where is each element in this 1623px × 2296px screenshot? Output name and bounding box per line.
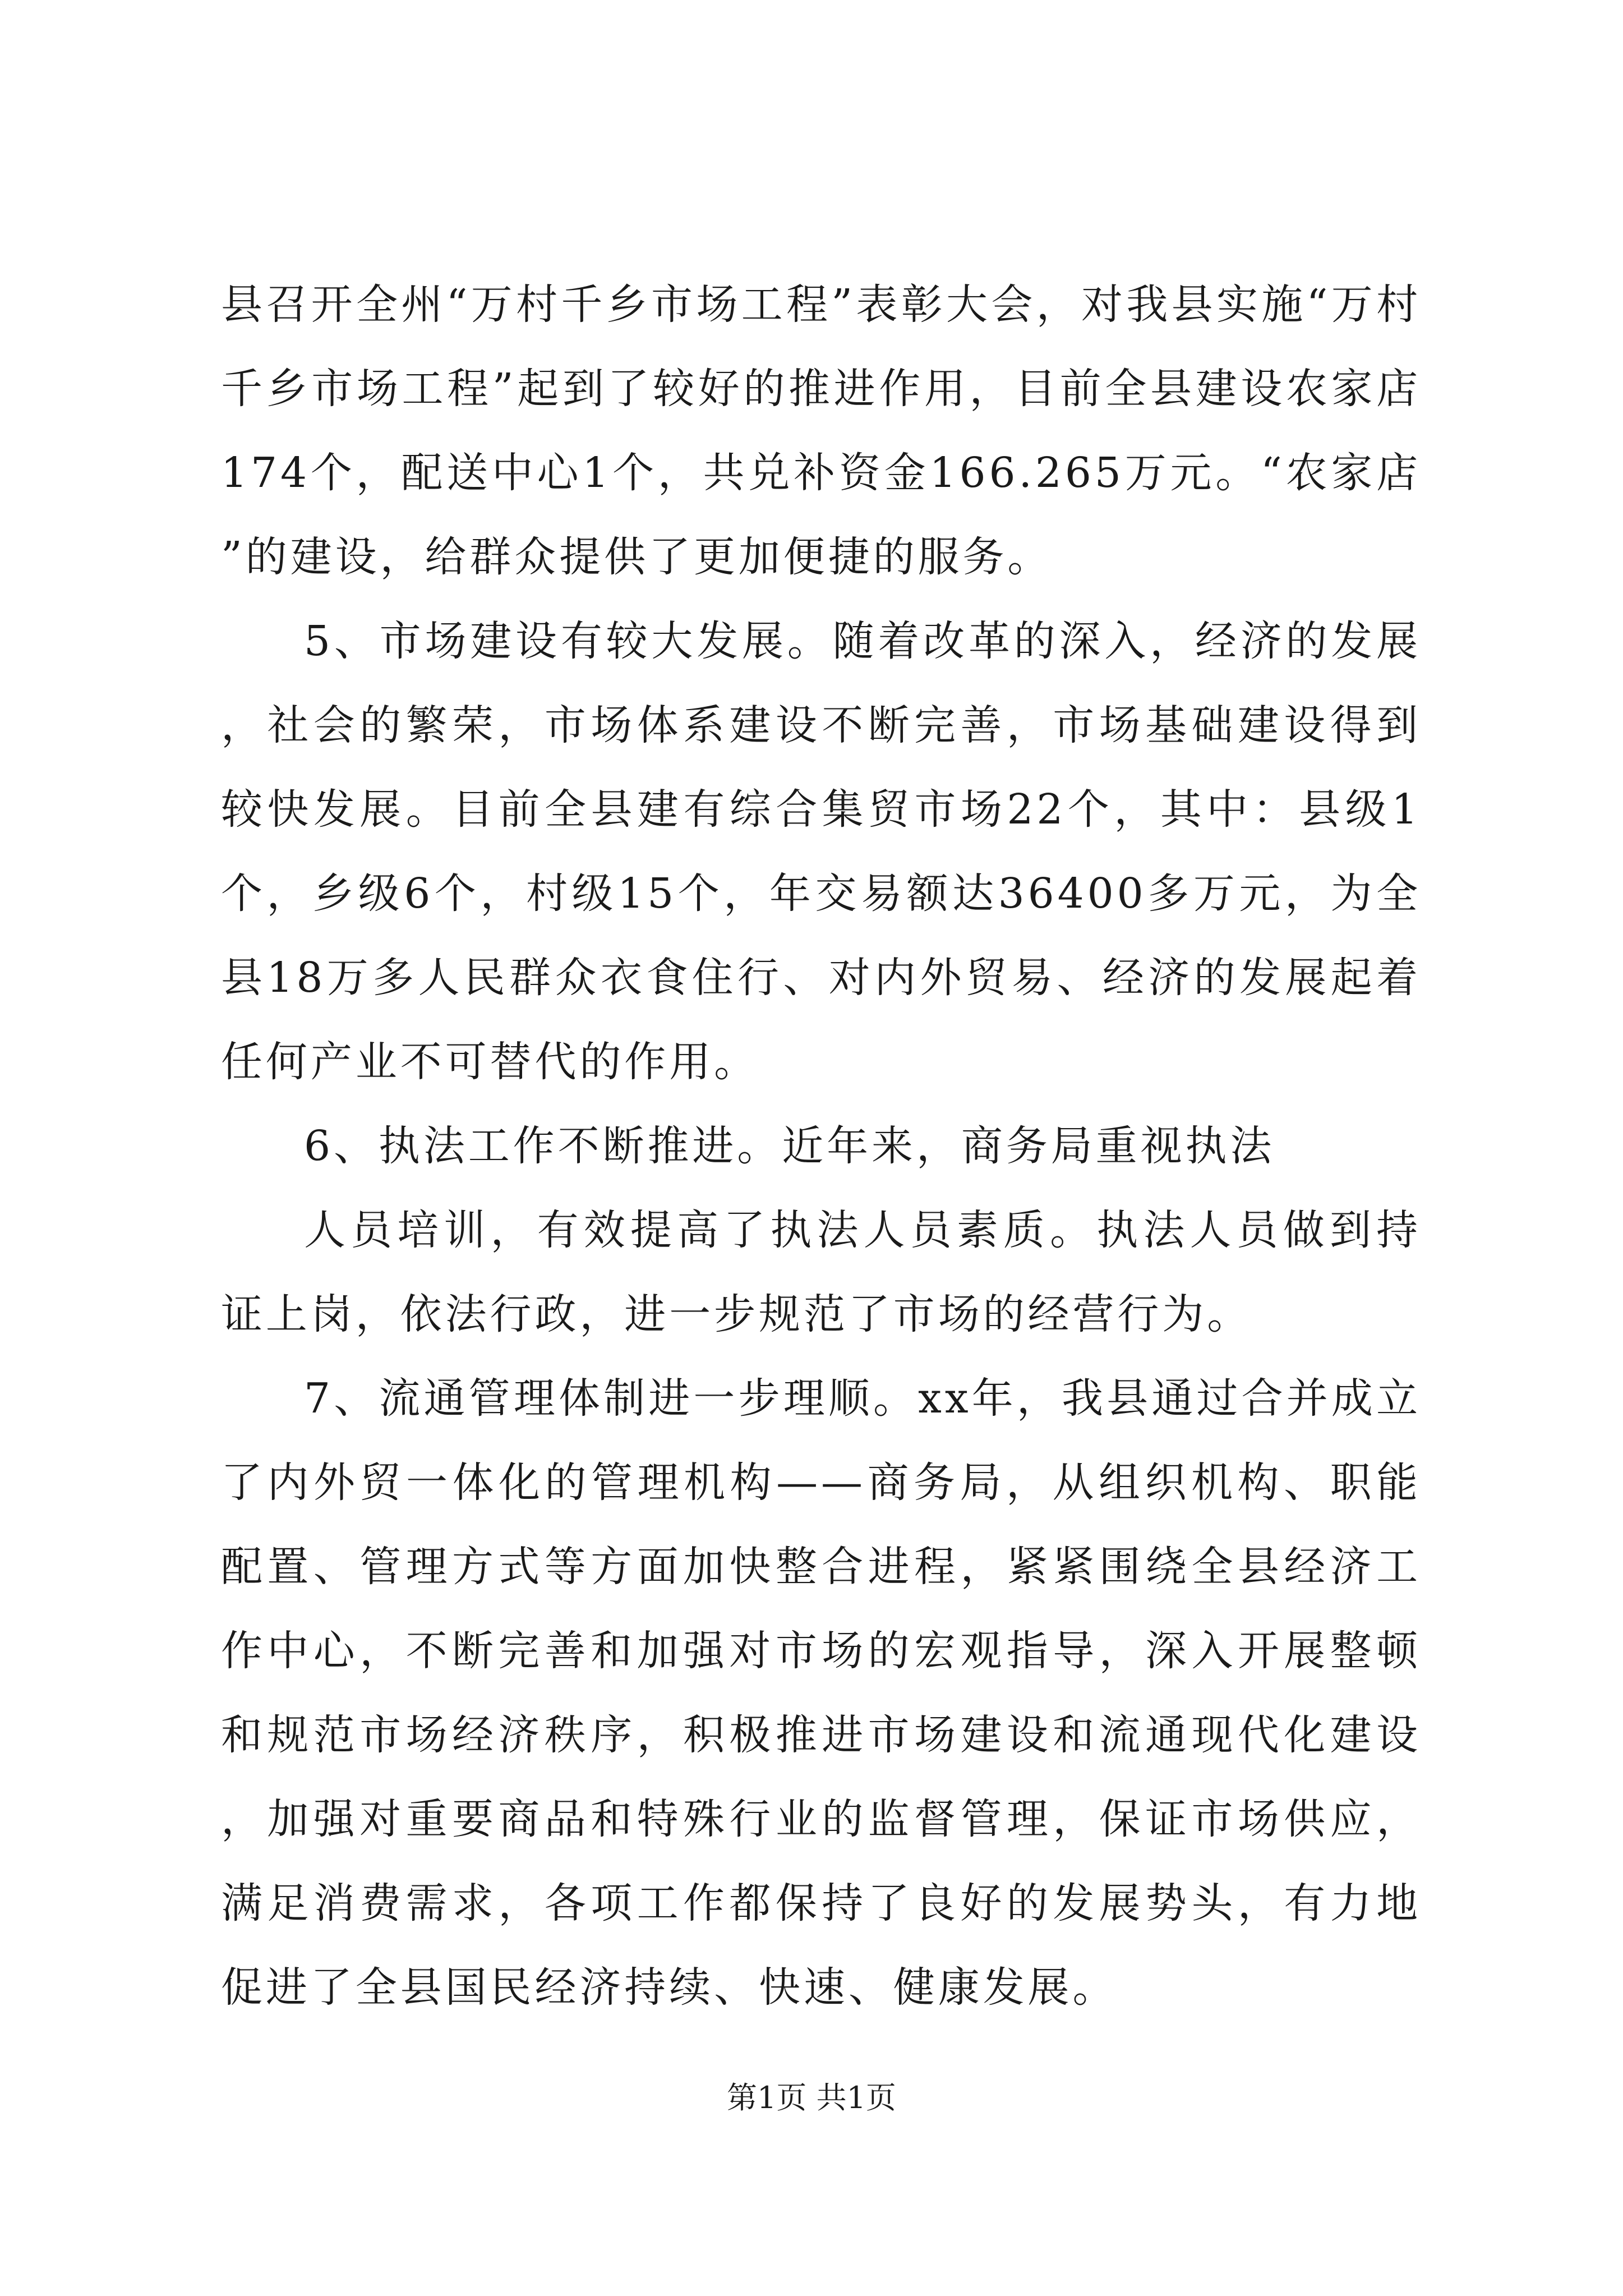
document-body [221, 263, 1421, 2030]
page-number: 第1页 共1页 [727, 2080, 896, 2115]
paragraph-continued: 县召开全州“万村千乡市场工程”表彰大会，对我县实施“万村千乡市场工程”起到了较好的推进作用，目前全县建设农家店174个，配送中心1个，共兑补资金166.265万元。“农家店”的建设，给群众提供了更加便捷的服务。 [221, 280, 1421, 581]
paragraph-item-6: 6、执法工作不断推进。近年来，商务局重视执法 [304, 1122, 1275, 1170]
paragraph-item-5: 5、市场建设有较大发展。随着改革的深入，经济的发展，社会的繁荣，市场体系建设不断完善，市场基础建设得到较快发展。目前全县建有综合集贸市场22个，其中：县级1个，乡级6个，村级15个，年交易额达36400多万元，为全县18万多人民群众衣食住行、对内外贸易、经济的发展起着任何产业不可替代的作用。 [221, 617, 1421, 1086]
page-footer [0, 2078, 1623, 2118]
paragraph-item-7: 7、流通管理体制进一步理顺。xx年，我县通过合并成立了内外贸一体化的管理机构——商务局，从组织机构、职能配置、管理方式等方面加快整合进程，紧紧围绕全县经济工作中心，不断完善和加强对市场的宏观指导，深入开展整顿和规范市场经济秩序，积极推进市场建设和流通现代化建设，加强对重要商品和特殊行业的监督管理，保证市场供应，满足消费需求，各项工作都保持了良好的发展势头，有力地促进了全县国民经济持续、快速、健康发展。 [221, 1374, 1421, 2012]
paragraph-item-6-continued: 人员培训，有效提高了执法人员素质。执法人员做到持证上岗，依法行政，进一步规范了市场的经营行为。 [221, 1206, 1421, 1338]
